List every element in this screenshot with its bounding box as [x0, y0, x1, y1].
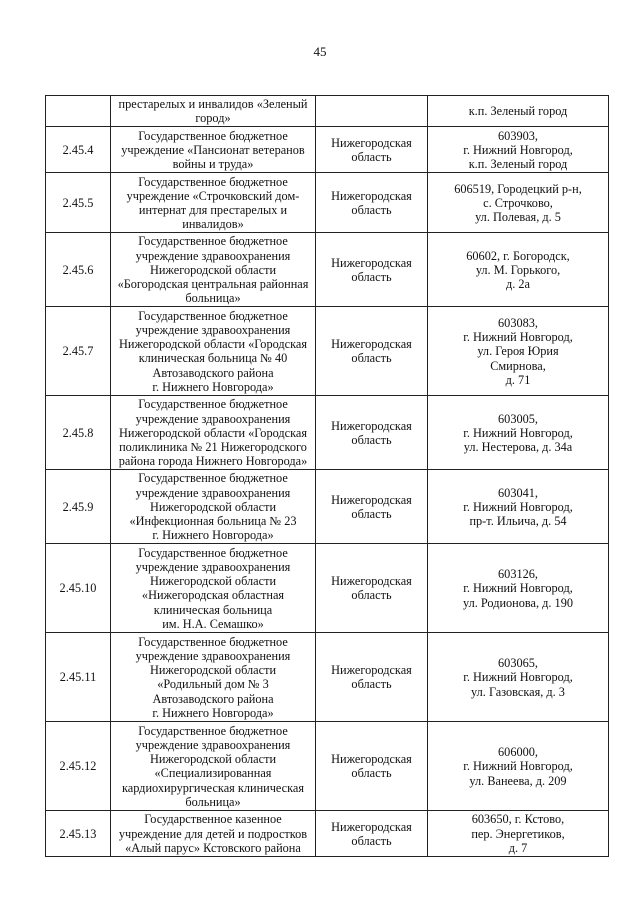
- institution-name-line: больница»: [185, 291, 241, 306]
- institution-name-line: Государственное казенное: [144, 812, 282, 827]
- institution-name-cell: [111, 96, 316, 127]
- region-cell: [316, 396, 428, 470]
- region-cell: [316, 470, 428, 544]
- region-line: область: [351, 202, 392, 217]
- institution-name-line: учреждение здравоохранения: [135, 323, 291, 338]
- region-cell: [316, 544, 428, 633]
- institution-name-cell: [111, 307, 316, 396]
- institution-name-line: Автозаводского района: [152, 691, 274, 706]
- institution-name-line: им. Н.А. Семашко»: [162, 616, 264, 631]
- institution-name-cell: [111, 233, 316, 307]
- region-cell: [316, 811, 428, 857]
- entry-number-cell: 2.45.4: [46, 127, 111, 173]
- address-line: 603903,: [498, 128, 538, 143]
- table-row: [46, 127, 609, 173]
- region-line: Нижегородская: [331, 819, 412, 834]
- address-line: г. Нижний Новгород,: [463, 142, 573, 157]
- institution-name-line: клиническая больница № 40: [138, 351, 288, 366]
- region-cell: [316, 96, 428, 127]
- address-line: ул. Родионова, д. 190: [462, 595, 574, 610]
- address-line: к.п. Зеленый город: [468, 104, 568, 119]
- table-row: [46, 307, 609, 396]
- address-cell: [428, 470, 609, 544]
- address-line: 603005,: [498, 411, 538, 426]
- institution-name-line: района города Нижнего Новгорода»: [118, 454, 308, 469]
- address-line: с. Строчково,: [483, 195, 553, 210]
- entry-number-cell: 2.45.8: [46, 396, 111, 470]
- region-cell: [316, 233, 428, 307]
- table-row: [46, 470, 609, 544]
- address-line: 606519, Городецкий р-н,: [454, 181, 582, 196]
- address-cell: [428, 544, 609, 633]
- region-line: Нижегородская: [331, 255, 412, 270]
- address-cell: [428, 307, 609, 396]
- address-cell: [428, 173, 609, 233]
- address-cell: [428, 127, 609, 173]
- address-cell: [428, 96, 609, 127]
- region-line: Нижегородская: [331, 752, 412, 767]
- region-line: Нижегородская: [331, 492, 412, 507]
- institution-name-line: «Инфекционная больница № 23: [129, 514, 297, 529]
- entry-number-cell: 2.45.10: [46, 544, 111, 633]
- region-line: область: [351, 269, 392, 284]
- institution-name-line: «Специализированная: [154, 766, 272, 781]
- institution-name-cell: [111, 396, 316, 470]
- institution-name-line: Автозаводского района: [152, 365, 274, 380]
- address-line: ул. Героя Юрия: [477, 344, 559, 359]
- institution-name-line: «Родильный дом № 3: [157, 677, 269, 692]
- institution-name-line: Государственное бюджетное: [138, 471, 288, 486]
- address-line: пер. Энергетиков,: [471, 826, 565, 841]
- address-line: г. Нижний Новгород,: [463, 330, 573, 345]
- institution-name-line: войны и труда»: [172, 157, 254, 171]
- region-cell: [316, 173, 428, 233]
- entry-number-cell: [46, 96, 111, 127]
- address-line: д. 7: [508, 840, 528, 855]
- table-row: [46, 96, 609, 127]
- institution-name-line: Нижегородской области: [149, 262, 277, 277]
- region-line: область: [351, 766, 392, 781]
- institution-name-line: престарелых и инвалидов «Зеленый: [118, 97, 308, 111]
- address-line: 603065,: [498, 656, 538, 671]
- institution-name-cell: [111, 722, 316, 811]
- table-row: [46, 633, 609, 722]
- institution-name-line: интернат для престарелых и: [138, 202, 288, 217]
- table-row: [46, 173, 609, 233]
- entry-number-cell: 2.45.11: [46, 633, 111, 722]
- region-line: Нижегородская: [331, 135, 412, 150]
- address-line: пр-т. Ильича, д. 54: [469, 514, 567, 529]
- region-line: Нижегородская: [331, 418, 412, 433]
- institution-name-line: г. Нижнего Новгорода»: [152, 705, 274, 720]
- institution-name-line: Нижегородской области: [149, 752, 277, 767]
- address-line: к.п. Зеленый город: [468, 157, 568, 171]
- region-line: область: [351, 432, 392, 447]
- page-number: 45: [313, 44, 327, 59]
- address-line: д. 71: [505, 372, 531, 387]
- address-line: г. Нижний Новгород,: [463, 425, 573, 440]
- institution-name-line: учреждение здравоохранения: [135, 649, 291, 664]
- institution-name-line: Государственное бюджетное: [138, 723, 288, 738]
- institution-name-line: поликлиника № 21 Нижегородского: [119, 440, 307, 455]
- institution-name-line: кардиохирургическая клиническая: [121, 780, 305, 795]
- region-line: Нижегородская: [331, 188, 412, 203]
- institution-name-line: город»: [195, 111, 231, 126]
- institution-name-line: учреждение здравоохранения: [135, 560, 291, 575]
- institution-name-line: инвалидов»: [182, 217, 244, 232]
- institution-name-line: г. Нижнего Новгорода»: [152, 379, 274, 394]
- institution-name-line: Государственное бюджетное: [138, 234, 288, 249]
- address-line: д. 2а: [505, 277, 530, 292]
- table-row: [46, 396, 609, 470]
- entry-number-cell: 2.45.12: [46, 722, 111, 811]
- institutions-table: [45, 95, 609, 857]
- address-line: г. Нижний Новгород,: [463, 670, 573, 685]
- institution-name-line: клиническая больница: [153, 602, 273, 617]
- region-line: область: [351, 833, 392, 848]
- entry-number-cell: 2.45.7: [46, 307, 111, 396]
- address-cell: [428, 233, 609, 307]
- address-line: ул. Газовская, д. 3: [471, 684, 565, 699]
- region-cell: [316, 722, 428, 811]
- entry-number-cell: 2.45.5: [46, 173, 111, 233]
- institution-name-line: Государственное бюджетное: [138, 397, 288, 412]
- address-line: ул. Полевая, д. 5: [475, 210, 561, 224]
- region-cell: [316, 127, 428, 173]
- institution-name-line: учреждение здравоохранения: [135, 411, 291, 426]
- region-line: Нижегородская: [331, 663, 412, 678]
- institution-name-cell: [111, 544, 316, 633]
- address-line: 603650, г. Кстово,: [471, 812, 565, 827]
- address-line: г. Нижний Новгород,: [463, 499, 573, 514]
- institution-name-cell: [111, 127, 316, 173]
- institution-name-line: Государственное бюджетное: [138, 128, 288, 143]
- address-cell: [428, 722, 609, 811]
- institution-name-line: «Алый парус» Кстовского района: [125, 840, 301, 855]
- address-line: ул. Ванеева, д. 209: [469, 773, 567, 788]
- table-row: [46, 722, 609, 811]
- address-line: 603041,: [498, 485, 538, 500]
- institution-name-line: больница»: [185, 794, 241, 809]
- address-line: 603083,: [498, 315, 538, 330]
- institution-name-line: «Богородская центральная районная: [117, 277, 309, 292]
- institution-name-line: Нижегородской области: [149, 574, 277, 589]
- address-line: ул. Нестерова, д. 34а: [463, 440, 573, 455]
- table-row: [46, 811, 609, 857]
- institution-name-line: учреждение здравоохранения: [135, 485, 291, 500]
- entry-number-cell: 2.45.9: [46, 470, 111, 544]
- region-line: область: [351, 506, 392, 521]
- address-line: 603126,: [498, 567, 538, 582]
- address-cell: [428, 633, 609, 722]
- institution-name-line: учреждение здравоохранения: [135, 248, 291, 263]
- institution-name-line: Нижегородской области: [149, 663, 277, 678]
- address-cell: [428, 396, 609, 470]
- region-cell: [316, 307, 428, 396]
- address-line: Смирнова,: [490, 358, 546, 373]
- address-cell: [428, 811, 609, 857]
- address-line: ул. М. Горького,: [475, 262, 561, 277]
- table-body: [46, 96, 609, 857]
- institution-name-cell: [111, 633, 316, 722]
- region-line: Нижегородская: [331, 574, 412, 589]
- institution-name-cell: [111, 173, 316, 233]
- region-line: область: [351, 677, 392, 692]
- institution-name-line: Государственное бюджетное: [138, 545, 288, 560]
- address-line: 606000,: [498, 745, 538, 760]
- institution-name-line: Государственное бюджетное: [138, 308, 288, 323]
- institution-name-line: Государственное бюджетное: [138, 174, 288, 189]
- table-row: [46, 233, 609, 307]
- institution-name-line: Нижегородской области «Городская: [118, 425, 307, 440]
- entry-number-cell: 2.45.6: [46, 233, 111, 307]
- institution-name-line: Нижегородской области: [149, 499, 277, 514]
- region-line: область: [351, 149, 392, 164]
- region-line: область: [351, 588, 392, 603]
- region-cell: [316, 633, 428, 722]
- region-line: область: [351, 351, 392, 366]
- address-line: 60602, г. Богородск,: [466, 248, 570, 263]
- institution-name-cell: [111, 811, 316, 857]
- institution-name-line: Нижегородской области «Городская: [118, 337, 307, 352]
- address-line: г. Нижний Новгород,: [463, 759, 573, 774]
- institution-name-line: учреждение для детей и подростков: [118, 826, 308, 841]
- institution-name-line: г. Нижнего Новгорода»: [152, 528, 274, 543]
- institution-name-line: учреждение здравоохранения: [135, 738, 291, 753]
- address-line: г. Нижний Новгород,: [463, 581, 573, 596]
- institution-name-line: учреждение «Строчковский дом-: [126, 188, 300, 203]
- region-line: Нижегородская: [331, 337, 412, 352]
- institution-name-line: «Нижегородская областная: [141, 588, 285, 603]
- institution-name-line: Государственное бюджетное: [138, 634, 288, 649]
- institution-name-line: учреждение «Пансионат ветеранов: [121, 142, 305, 157]
- table-row: [46, 544, 609, 633]
- institution-name-cell: [111, 470, 316, 544]
- entry-number-cell: 2.45.13: [46, 811, 111, 857]
